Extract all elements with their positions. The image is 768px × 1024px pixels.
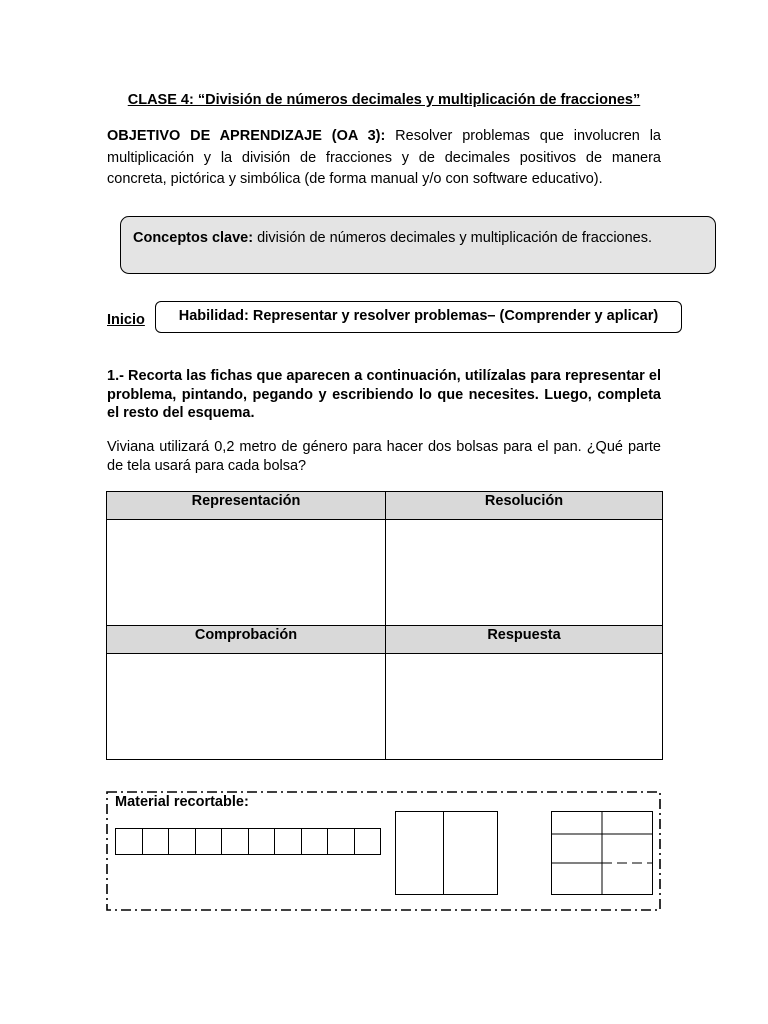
strip-cell xyxy=(221,829,248,854)
strip-cell xyxy=(301,829,328,854)
scheme-header-row xyxy=(107,626,663,654)
answer-header: Respuesta xyxy=(386,626,663,654)
key-concepts-content xyxy=(133,230,652,246)
key-concepts-box xyxy=(120,216,716,274)
representation-cell[interactable] xyxy=(107,520,386,626)
verification-cell[interactable] xyxy=(107,654,386,760)
resolution-cell[interactable] xyxy=(386,520,663,626)
objective-text: Resolver problemas que involucren la multiplicación y la división de fracciones y de decimales positivos de manera concreta, pictórica y simbólica (de forma manual y/o con software educativo). xyxy=(107,128,661,187)
strip-cell xyxy=(116,829,142,854)
verification-header: Comprobación xyxy=(107,626,386,654)
key-concepts-label: Conceptos clave: xyxy=(133,230,254,246)
learning-objective xyxy=(107,126,661,191)
problem-statement: Viviana utilizará 0,2 metro de género para hacer dos bolsas para el pan. ¿Qué parte de tela usará para cada bolsa? xyxy=(107,439,661,474)
scheme-header-row xyxy=(107,492,663,520)
problem-scheme-table xyxy=(106,491,663,760)
page-title: CLASE 4: “División de números decimales y multiplicación de fracciones” xyxy=(127,92,641,108)
activity-instruction: 1.- Recorta las fichas que aparecen a continuación, utilízalas para representar el problema, pintando, pegando y escribiendo lo que necesites. Luego, completa el resto del esquema. xyxy=(107,368,661,421)
halves-divider xyxy=(443,812,444,894)
section-label-inicio: Inicio xyxy=(107,312,145,328)
skill-box: Habilidad: Representar y resolver problemas– (Comprender y aplicar) xyxy=(155,301,682,333)
representation-header: Representación xyxy=(107,492,386,520)
scheme-body-row xyxy=(107,654,663,760)
key-concepts-text: división de números decimales y multiplicación de fracciones. xyxy=(253,230,653,246)
divided-grid-card[interactable] xyxy=(551,811,653,895)
halves-square[interactable] xyxy=(395,811,498,895)
scheme-body-row xyxy=(107,520,663,626)
strip-cell xyxy=(354,829,381,854)
tenths-strip[interactable] xyxy=(115,828,381,855)
strip-cell xyxy=(168,829,195,854)
strip-cell xyxy=(327,829,354,854)
strip-cell xyxy=(142,829,169,854)
cutout-label: Material recortable: xyxy=(115,794,249,810)
answer-cell[interactable] xyxy=(386,654,663,760)
objective-label: OBJETIVO DE APRENDIZAJE (OA 3): xyxy=(107,128,386,144)
strip-cell xyxy=(274,829,301,854)
strip-cell xyxy=(248,829,275,854)
strip-cell xyxy=(195,829,222,854)
resolution-header: Resolución xyxy=(386,492,663,520)
